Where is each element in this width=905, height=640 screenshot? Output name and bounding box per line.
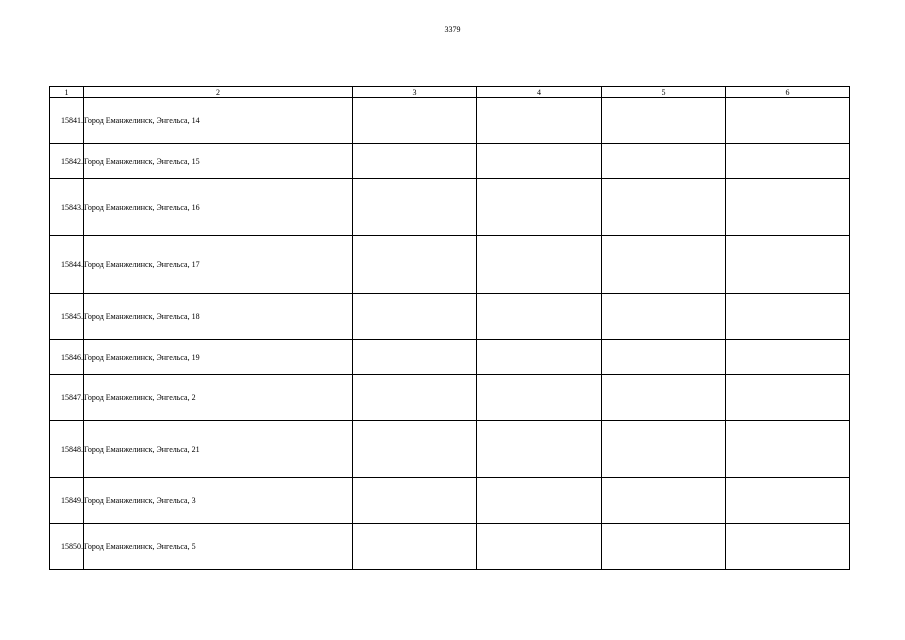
table-row <box>50 375 850 421</box>
cell-empty <box>477 98 602 144</box>
row-number: 15841. <box>50 98 84 144</box>
table-row <box>50 236 850 294</box>
cell-empty <box>726 375 850 421</box>
cell-empty <box>602 144 726 179</box>
address-table <box>49 86 850 570</box>
table-row <box>50 340 850 375</box>
column-header-5: 5 <box>602 87 726 98</box>
table-row <box>50 478 850 524</box>
row-address: Город Еманжелинск, Энгельса, 19 <box>84 340 353 375</box>
row-address: Город Еманжелинск, Энгельса, 21 <box>84 421 353 478</box>
row-address: Город Еманжелинск, Энгельса, 16 <box>84 179 353 236</box>
cell-empty <box>477 144 602 179</box>
row-address: Город Еманжелинск, Энгельса, 18 <box>84 294 353 340</box>
cell-empty <box>477 236 602 294</box>
cell-empty <box>477 179 602 236</box>
cell-empty <box>602 340 726 375</box>
cell-empty <box>602 478 726 524</box>
cell-empty <box>726 179 850 236</box>
column-header-2: 2 <box>84 87 353 98</box>
row-number: 15846. <box>50 340 84 375</box>
cell-empty <box>602 98 726 144</box>
cell-empty <box>726 340 850 375</box>
cell-empty <box>602 236 726 294</box>
table-row <box>50 98 850 144</box>
cell-empty <box>353 144 477 179</box>
column-header-3: 3 <box>353 87 477 98</box>
cell-empty <box>353 236 477 294</box>
cell-empty <box>477 294 602 340</box>
row-number: 15847. <box>50 375 84 421</box>
cell-empty <box>602 524 726 570</box>
column-header-6: 6 <box>726 87 850 98</box>
cell-empty <box>353 524 477 570</box>
cell-empty <box>477 375 602 421</box>
cell-empty <box>477 421 602 478</box>
cell-empty <box>726 421 850 478</box>
cell-empty <box>477 478 602 524</box>
cell-empty <box>726 144 850 179</box>
row-number: 15845. <box>50 294 84 340</box>
cell-empty <box>726 524 850 570</box>
table-row <box>50 524 850 570</box>
table-row <box>50 179 850 236</box>
cell-empty <box>353 340 477 375</box>
cell-empty <box>726 294 850 340</box>
row-number: 15848. <box>50 421 84 478</box>
row-address: Город Еманжелинск, Энгельса, 14 <box>84 98 353 144</box>
column-header-1: 1 <box>50 87 84 98</box>
table-header-row <box>50 87 850 98</box>
row-address: Город Еманжелинск, Энгельса, 15 <box>84 144 353 179</box>
table-row <box>50 421 850 478</box>
cell-empty <box>602 179 726 236</box>
row-address: Город Еманжелинск, Энгельса, 2 <box>84 375 353 421</box>
row-address: Город Еманжелинск, Энгельса, 3 <box>84 478 353 524</box>
cell-empty <box>726 478 850 524</box>
cell-empty <box>353 421 477 478</box>
row-address: Город Еманжелинск, Энгельса, 17 <box>84 236 353 294</box>
row-number: 15849. <box>50 478 84 524</box>
column-header-4: 4 <box>477 87 602 98</box>
cell-empty <box>353 478 477 524</box>
cell-empty <box>477 524 602 570</box>
row-number: 15850. <box>50 524 84 570</box>
row-number: 15843. <box>50 179 84 236</box>
table-row <box>50 144 850 179</box>
row-address: Город Еманжелинск, Энгельса, 5 <box>84 524 353 570</box>
cell-empty <box>353 98 477 144</box>
row-number: 15844. <box>50 236 84 294</box>
cell-empty <box>602 421 726 478</box>
cell-empty <box>602 375 726 421</box>
page-number: 3379 <box>444 25 461 34</box>
cell-empty <box>353 375 477 421</box>
cell-empty <box>353 294 477 340</box>
cell-empty <box>726 98 850 144</box>
table-row <box>50 294 850 340</box>
cell-empty <box>602 294 726 340</box>
cell-empty <box>726 236 850 294</box>
cell-empty <box>477 340 602 375</box>
cell-empty <box>353 179 477 236</box>
row-number: 15842. <box>50 144 84 179</box>
